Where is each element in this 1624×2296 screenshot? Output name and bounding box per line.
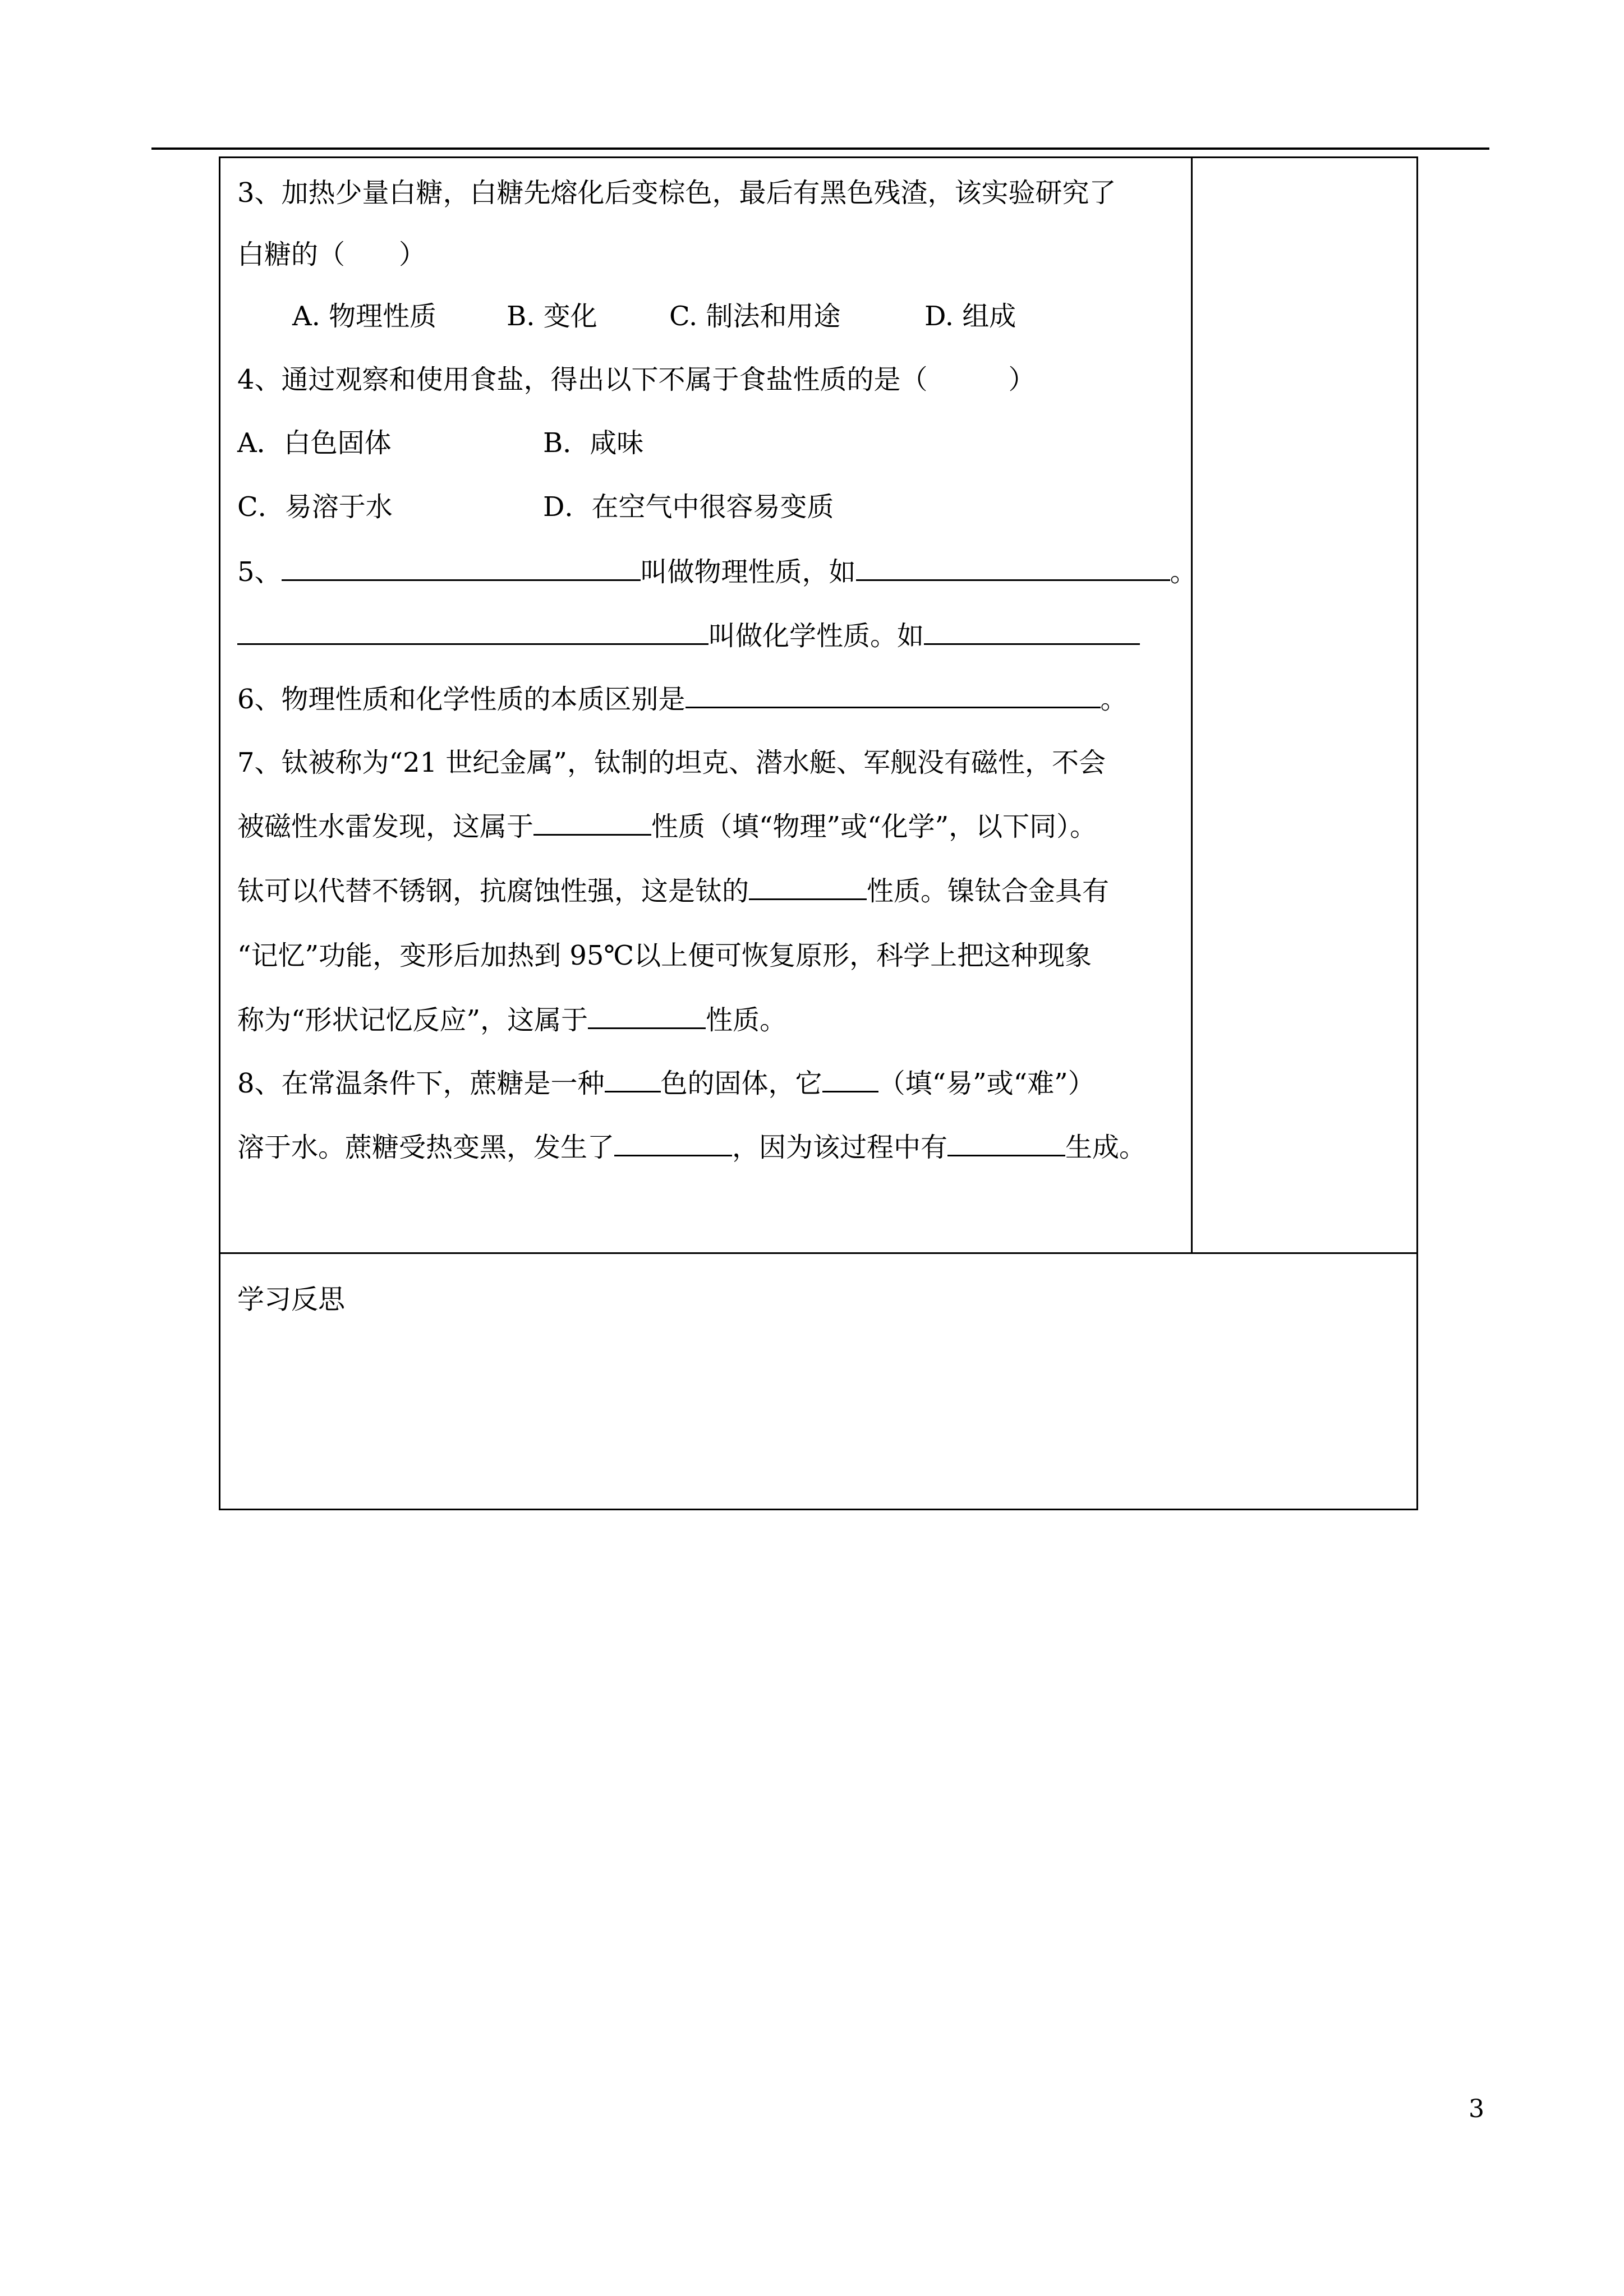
q5-blank-3[interactable] — [237, 621, 709, 645]
q8-line1-text-a: 8、在常温条件下，蔗糖是一种 — [237, 1068, 605, 1099]
q8-line1-text-b: 色的固体，它 — [660, 1068, 822, 1099]
q7-line3-text-a: 钛可以代替不锈钢，抗腐蚀性强，这是钛的 — [237, 875, 749, 907]
q3-line2: 白糖的（ ） — [237, 239, 426, 270]
q7-line5 — [237, 992, 786, 1048]
q7-line3 — [237, 863, 1109, 919]
reflection-label: 学习反思 — [237, 1284, 346, 1315]
q8-line2-text-c: 生成。 — [1065, 1132, 1147, 1163]
q7-line2-text-a: 被磁性水雷发现，这属于 — [237, 811, 534, 842]
q8-line1-text-c: （填“易”或“难”） — [878, 1068, 1095, 1099]
q7-blank-2[interactable] — [749, 876, 867, 900]
q8-line2 — [237, 1119, 1146, 1175]
q6-end: 。 — [1100, 684, 1128, 715]
q4-option-b: B．咸味 — [543, 427, 644, 459]
q5-blank-2[interactable] — [856, 557, 1170, 581]
q7-line4: “记忆”功能，变形后加热到 95℃以上便可恢复原形，科学上把这种现象 — [237, 940, 1092, 971]
q8-line2-text-b: ，因为该过程中有 — [732, 1132, 948, 1163]
q7-blank-1[interactable] — [533, 812, 651, 836]
q5-mid1: 叫做物理性质，如 — [640, 556, 856, 588]
q5-mid2: 叫做化学性质。如 — [709, 620, 924, 652]
q6-blank[interactable] — [686, 684, 1101, 708]
q7-line2 — [237, 799, 1097, 855]
page-number: 3 — [1469, 2095, 1484, 2123]
q8-line2-text-a: 溶于水。蔗糖受热变黑，发生了 — [237, 1132, 615, 1163]
q8-line1 — [237, 1055, 1095, 1112]
q8-blank-2[interactable] — [822, 1068, 878, 1092]
q3-option-a: A. 物理性质 — [292, 301, 437, 332]
worksheet-table — [219, 156, 1418, 1510]
q5-blank-1[interactable] — [282, 557, 641, 581]
q7-line1: 7、钛被称为“21 世纪金属”，钛制的坦克、潜水艇、军舰没有磁性，不会 — [237, 747, 1106, 778]
q8-blank-3[interactable] — [614, 1132, 732, 1156]
questions-row — [220, 158, 1416, 1254]
header-rule — [151, 147, 1489, 150]
q6-text: 6、物理性质和化学性质的本质区别是 — [237, 684, 686, 715]
q4-option-a: A．白色固体 — [237, 427, 392, 459]
q5-line2 — [237, 608, 1140, 664]
q4-option-d: D．在空气中很容易变质 — [543, 491, 834, 523]
q3-line1: 3、加热少量白糖，白糖先熔化后变棕色，最后有黑色残渣，该实验研究了 — [237, 177, 1116, 209]
q6-line — [237, 671, 1128, 727]
q3-option-d: D. 组成 — [924, 301, 1016, 332]
q8-blank-4[interactable] — [947, 1132, 1065, 1156]
q5-blank-4[interactable] — [924, 621, 1140, 645]
q4-stem: 4、通过观察和使用食盐，得出以下不属于食盐性质的是（ ） — [237, 364, 1036, 395]
q5-prefix: 5、 — [237, 556, 282, 588]
q7-line2-text-b: 性质（填“物理”或“化学”，以下同）。 — [651, 811, 1097, 842]
q3-option-c: C. 制法和用途 — [669, 301, 841, 332]
q7-line5-text-b: 性质。 — [706, 1004, 787, 1036]
q3-option-b: B. 变化 — [507, 301, 597, 332]
q7-line3-text-b: 性质。镍钛合金具有 — [867, 875, 1110, 907]
q7-line5-text-a: 称为“形状记忆反应”，这属于 — [237, 1004, 588, 1036]
q8-blank-1[interactable] — [605, 1068, 661, 1092]
q5-end1: 。 — [1170, 556, 1197, 588]
q7-blank-3[interactable] — [588, 1005, 706, 1029]
column-divider — [1191, 158, 1193, 1254]
q4-option-c: C．易溶于水 — [237, 491, 393, 523]
q5-line1 — [237, 544, 1197, 600]
